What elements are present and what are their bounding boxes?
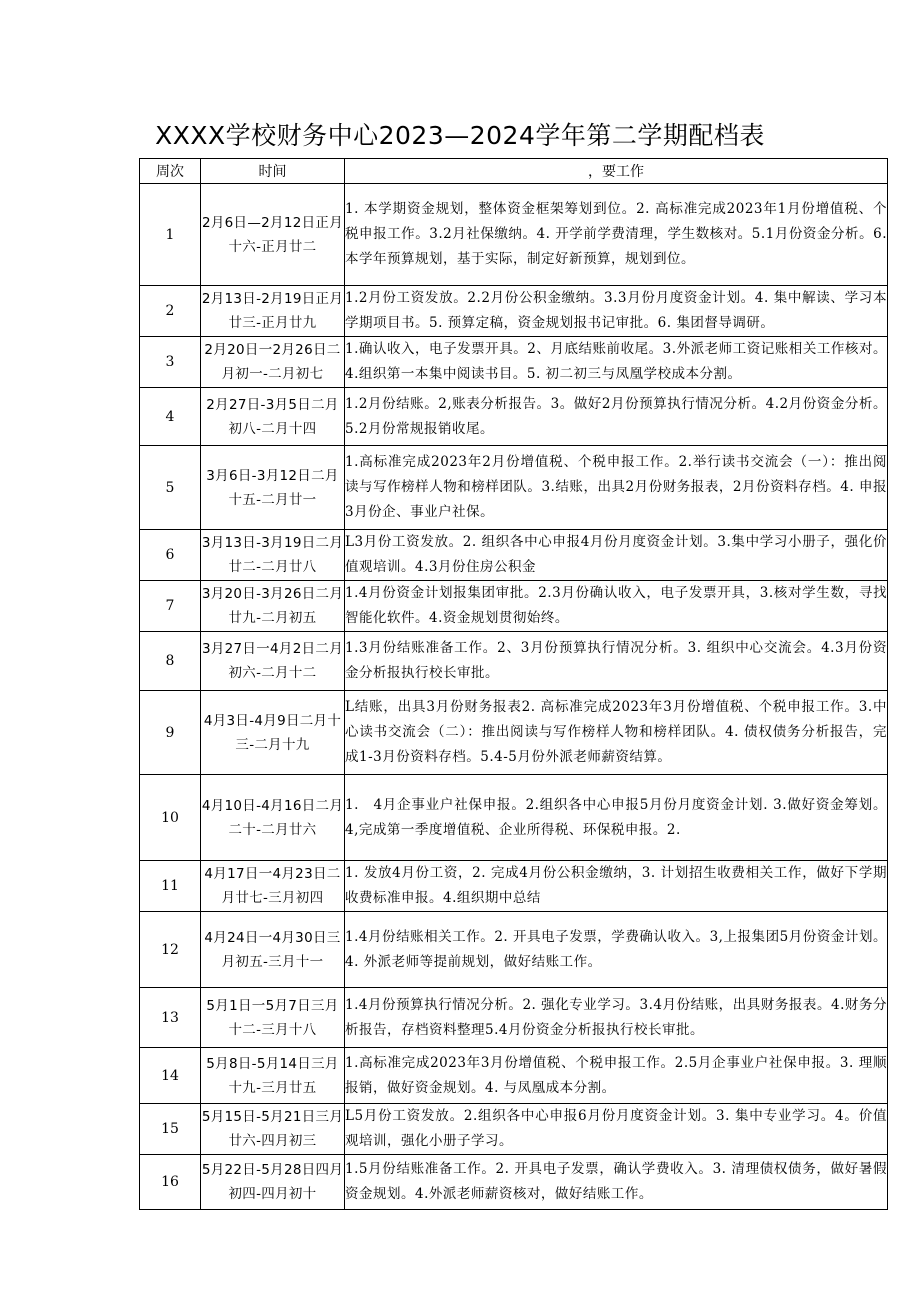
time-cell: 5月15日-5月21日三月廿六-四月初三 [201, 1104, 345, 1155]
week-cell: 9 [140, 691, 201, 775]
week-cell: 15 [140, 1104, 201, 1155]
header-week: 周次 [140, 159, 201, 184]
table-row [140, 446, 888, 530]
time-cell: 4月10日-4月16日二月二十-二月廿六 [201, 775, 345, 861]
work-cell: 1.2月份工资发放。2.2月份公积金缴纳。3.3月份月度资金计划。4. 集中解读、学习本学期项目书。5. 预算定稿，资金规划报书记审批。6. 集团督导调研。 [345, 286, 888, 337]
work-cell: 1.2月份结账。2,账表分析报告。3。做好2月份预算执行情况分析。4.2月份资金分析。5.2月份常规报销收尾。 [345, 388, 888, 446]
week-cell: 1 [140, 184, 201, 286]
table-row [140, 1155, 888, 1210]
work-cell: 1.3月份结账准备工作。2、3月份预算执行情况分析。3. 组织中心交流会。4.3月份资金分析报执行校长审批。 [345, 632, 888, 691]
time-cell: 3月6日-3月12日二月十五-二月廿一 [201, 446, 345, 530]
table-row [140, 988, 888, 1048]
table-row [140, 530, 888, 581]
week-cell: 10 [140, 775, 201, 861]
time-cell: 2月13日-2月19日正月廿三-正月廿九 [201, 286, 345, 337]
time-cell: 2月6日—2月12日正月十六-正月廿二 [201, 184, 345, 286]
work-cell: L3月份工资发放。2. 组织各中心申报4月份月度资金计划。3.集中学习小册子，强化价值观培训。4.3月份住房公积金 [345, 530, 888, 581]
schedule-table [139, 158, 888, 1210]
week-cell: 5 [140, 446, 201, 530]
table-row [140, 912, 888, 988]
table-row [140, 775, 888, 861]
work-cell: 1.5月份结账准备工作。2. 开具电子发票，确认学费收入。3. 清理债权债务，做好暑假资金规划。4.外派老师薪资核对，做好结账工作。 [345, 1155, 888, 1210]
table-row [140, 1104, 888, 1155]
work-cell: 1.确认收入，电子发票开具。2、月底结账前收尾。3.外派老师工资记账相关工作核对。4.组织第一本集中阅读书目。5. 初二初三与凤凰学校成本分割。 [345, 337, 888, 388]
week-cell: 11 [140, 861, 201, 912]
table-row [140, 581, 888, 632]
time-cell: 4月3日-4月9日二月十三-二月十九 [201, 691, 345, 775]
time-cell: 3月13日-3月19日二月廿二-二月廿八 [201, 530, 345, 581]
work-cell: 1. 4月企事业户社保申报。2.组织各中心申报5月份月度资金计划. 3.做好资金筹划。4,完成第一季度增值税、企业所得税、环保税申报。2. [345, 775, 888, 861]
table-row [140, 632, 888, 691]
work-cell: 1. 本学期资金规划，整体资金框架筹划到位。2. 高标准完成2023年1月份增值税、个税申报工作。3.2月社保缴纳。4. 开学前学费清理，学生数核对。5.1月份资金分析。6. 本学年预算规划，基于实际，制定好新预算，规划到位。 [345, 184, 888, 286]
work-cell: 1.4月份资金计划报集团审批。2.3月份确认收入，电子发票开具，3.核对学生数，寻找智能化软件。4.资金规划贯彻始终。 [345, 581, 888, 632]
time-cell: 5月1日一5月7日三月十二-三月十八 [201, 988, 345, 1048]
week-cell: 13 [140, 988, 201, 1048]
table-row [140, 388, 888, 446]
work-cell: 1.4月份结账相关工作。2. 开具电子发票，学费确认收入。3,上报集团5月份资金计划。4. 外派老师等提前规划，做好结账工作。 [345, 912, 888, 988]
time-cell: 5月8日-5月14日三月十九-三月廿五 [201, 1048, 345, 1104]
header-row [140, 159, 888, 184]
week-cell: 6 [140, 530, 201, 581]
time-cell: 4月24日一4月30日三月初五-三月十一 [201, 912, 345, 988]
work-cell: L结账，出具3月份财务报表2. 高标准完成2023年3月份增值税、个税申报工作。3.中心读书交流会（二）：推出阅读与写作榜样人物和榜样团队。4. 债权债务分析报告，完成1-3月份资料存档。5.4-5月份外派老师薪资结算。 [345, 691, 888, 775]
week-cell: 4 [140, 388, 201, 446]
week-cell: 16 [140, 1155, 201, 1210]
time-cell: 3月27日一4月2日二月初六-二月十二 [201, 632, 345, 691]
week-cell: 7 [140, 581, 201, 632]
header-work: ，要工作 [345, 159, 888, 184]
week-cell: 14 [140, 1048, 201, 1104]
week-cell: 3 [140, 337, 201, 388]
work-cell: 1. 发放4月份工资，2. 完成4月份公积金缴纳，3. 计划招生收费相关工作，做好下学期收费标准申报。4.组织期中总结 [345, 861, 888, 912]
work-cell: 1.高标准完成2023年3月份增值税、个税申报工作。2.5月企事业户社保申报。3. 理顺报销，做好资金规划。4. 与凤凰成本分割。 [345, 1048, 888, 1104]
work-cell: L5月份工资发放。2.组织各中心申报6月份月度资金计划。3. 集中专业学习。4。价值观培训，强化小册子学习。 [345, 1104, 888, 1155]
header-time: 时间 [201, 159, 345, 184]
time-cell: 3月20日-3月26日二月廿九-二月初五 [201, 581, 345, 632]
table-row [140, 1048, 888, 1104]
table-row [140, 861, 888, 912]
week-cell: 8 [140, 632, 201, 691]
time-cell: 2月27日-3月5日二月初八-二月十四 [201, 388, 345, 446]
time-cell: 5月22日-5月28日四月初四-四月初十 [201, 1155, 345, 1210]
page-title: XXXX学校财务中心2023—2024学年第二学期配档表 [155, 121, 765, 150]
time-cell: 2月20日一2月26日二月初一-二月初七 [201, 337, 345, 388]
time-cell: 4月17日一4月23日二月廿七-三月初四 [201, 861, 345, 912]
table-row [140, 691, 888, 775]
work-cell: 1.4月份预算执行情况分析。2. 强化专业学习。3.4月份结账，出具财务报表。4.财务分析报告，存档资料整理5.4月份资金分析报执行校长审批。 [345, 988, 888, 1048]
table-row [140, 286, 888, 337]
week-cell: 2 [140, 286, 201, 337]
table-row [140, 184, 888, 286]
week-cell: 12 [140, 912, 201, 988]
work-cell: 1.高标准完成2023年2月份增值税、个税申报工作。2.举行读书交流会（一）：推出阅读与写作榜样人物和榜样团队。3.结账，出具2月份财务报表，2月份资料存档。4. 申报3月份企、事业户社保。 [345, 446, 888, 530]
table-row [140, 337, 888, 388]
